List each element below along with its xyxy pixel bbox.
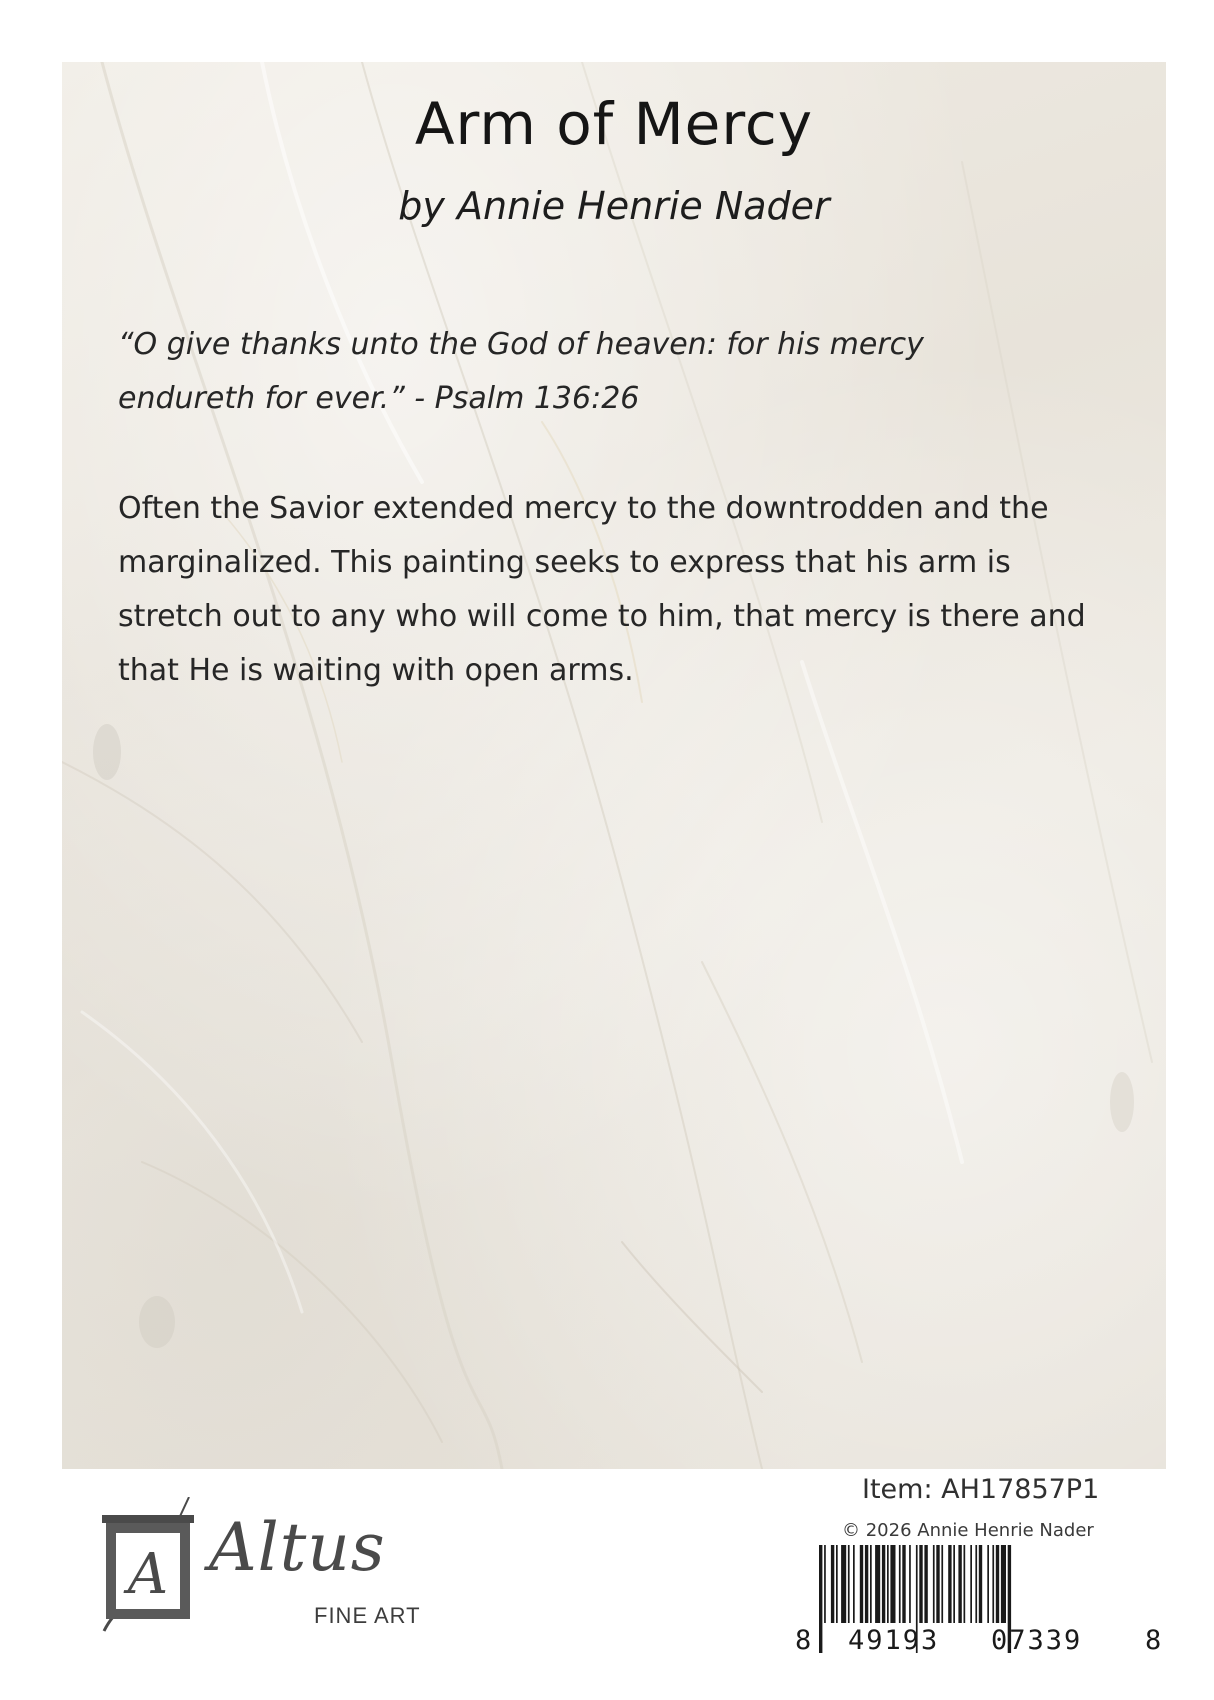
scripture-quote: “O give thanks unto the God of heaven: for his mercy endureth for ever.” - Psalm 136:26 bbox=[118, 327, 924, 416]
marble-background-panel bbox=[62, 62, 1166, 1469]
artist-byline: by Annie Henrie Nader bbox=[398, 184, 830, 228]
barcode-check-digit: 8 bbox=[1145, 1625, 1162, 1656]
copyright-notice: © 2026 Annie Henrie Nader bbox=[842, 1520, 1094, 1541]
logo-monogram: A bbox=[127, 1542, 169, 1607]
barcode bbox=[795, 1545, 1165, 1663]
logo-name: Altus bbox=[209, 1509, 386, 1586]
barcode-lead-digit: 8 bbox=[795, 1625, 812, 1656]
artwork-description: Often the Savior extended mercy to the downtrodden and the marginalized. This painting seeks to express that his arm is stretch out to any who will come to him, that mercy is there and that He is waiting with open arms. bbox=[118, 491, 1086, 688]
barcode-left-group: 49193 bbox=[848, 1625, 940, 1656]
marble-veins bbox=[62, 62, 1166, 1469]
artwork-title: Arm of Mercy bbox=[414, 90, 814, 158]
item-number: Item: AH17857P1 bbox=[862, 1474, 1100, 1505]
easel-logo-icon bbox=[94, 1497, 224, 1637]
logo-subtitle: FINE ART bbox=[314, 1603, 421, 1628]
barcode-right-group: 07339 bbox=[991, 1625, 1083, 1656]
altus-fine-art-logo bbox=[94, 1497, 454, 1637]
